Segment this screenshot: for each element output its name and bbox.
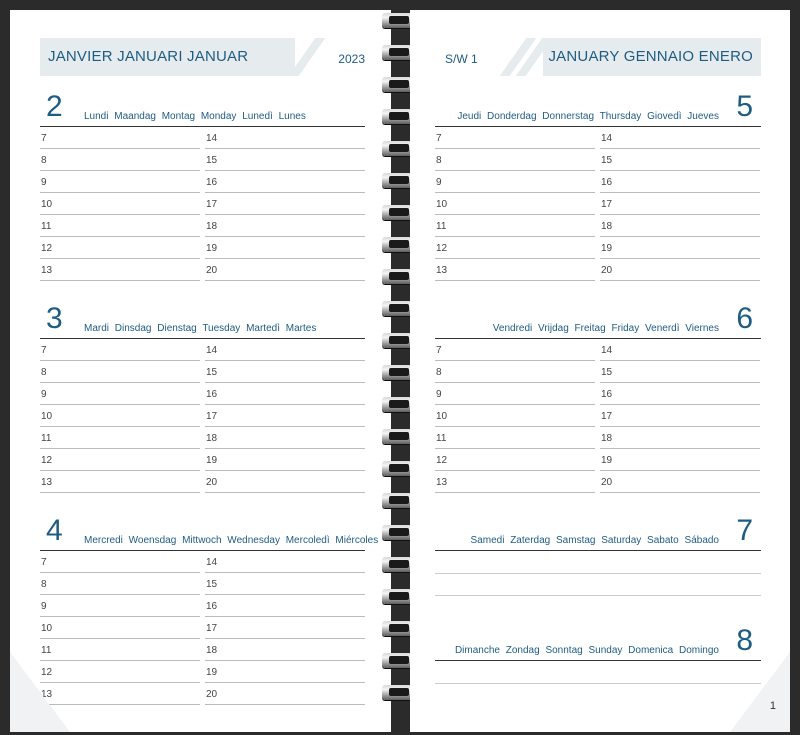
hours-afternoon [600, 127, 760, 281]
hour-row[interactable]: 16 [205, 171, 365, 193]
day-block[interactable] [40, 514, 379, 720]
hour-row[interactable]: 17 [600, 193, 760, 215]
day-number: 7 [736, 514, 753, 547]
hour-row[interactable]: 8 [435, 361, 595, 383]
hour-row[interactable]: 12 [40, 237, 200, 259]
hours-morning [435, 339, 595, 493]
day-number: 4 [46, 514, 63, 547]
hours-morning [40, 339, 200, 493]
hour-row[interactable]: 15 [205, 361, 365, 383]
day-name: Mardi Dinsdag Dienstag Tuesday Martedì Martes [84, 323, 317, 334]
hour-row[interactable]: 10 [40, 193, 200, 215]
hour-row[interactable]: 14 [205, 127, 365, 149]
hour-row[interactable]: 13 [40, 683, 200, 705]
hours-morning [435, 127, 595, 281]
hour-row[interactable]: 20 [205, 471, 365, 493]
hour-row[interactable]: 11 [40, 639, 200, 661]
hour-row[interactable]: 8 [40, 573, 200, 595]
hours-morning [40, 127, 200, 281]
hours-afternoon [205, 127, 365, 281]
day-block[interactable] [40, 90, 365, 296]
hour-row[interactable]: 12 [40, 449, 200, 471]
page-corner-fold [10, 652, 70, 732]
hour-row[interactable]: 12 [435, 237, 595, 259]
hour-row[interactable]: 19 [205, 237, 365, 259]
day-number: 5 [736, 90, 753, 123]
day-block[interactable] [435, 302, 761, 508]
page-corner-fold [730, 652, 790, 732]
writing-line[interactable] [435, 683, 761, 684]
year-label: 2023 [338, 52, 365, 66]
month-title: JANUARY GENNAIO ENERO [548, 48, 753, 65]
hour-row[interactable]: 15 [600, 361, 760, 383]
hour-row[interactable]: 11 [40, 215, 200, 237]
hour-row[interactable]: 13 [40, 259, 200, 281]
hour-row[interactable]: 10 [435, 193, 595, 215]
hour-row[interactable]: 9 [40, 383, 200, 405]
hour-row[interactable]: 8 [435, 149, 595, 171]
day-name: Vendredi Vrijdag Freitag Friday Venerdì Viernes [492, 323, 719, 334]
hour-row[interactable]: 11 [435, 215, 595, 237]
writing-line[interactable] [435, 595, 761, 596]
day-block[interactable] [40, 302, 365, 508]
day-name: Lundi Maandag Montag Monday Lunedì Lunes [84, 111, 306, 122]
left-header [40, 38, 365, 76]
hours-afternoon [205, 551, 365, 705]
hour-row[interactable]: 14 [600, 127, 760, 149]
hour-row[interactable]: 10 [40, 617, 200, 639]
hour-row[interactable]: 16 [600, 383, 760, 405]
month-title: JANVIER JANUARI JANUAR [48, 48, 249, 65]
day-name: Dimanche Zondag Sonntag Sunday Domenica Domingo [454, 645, 719, 656]
hour-row[interactable]: 12 [435, 449, 595, 471]
hour-row[interactable]: 13 [435, 259, 595, 281]
day-block[interactable] [435, 90, 761, 296]
hour-row[interactable]: 12 [40, 661, 200, 683]
hour-row[interactable]: 17 [205, 617, 365, 639]
hour-row[interactable]: 18 [600, 427, 760, 449]
day-rule [435, 550, 761, 551]
day-name: Jeudi Donderdag Donnerstag Thursday Giovedì Jueves [457, 111, 719, 122]
hour-row[interactable]: 16 [205, 383, 365, 405]
day-number: 8 [736, 624, 753, 657]
hour-row[interactable]: 14 [205, 551, 365, 573]
hour-row[interactable]: 14 [205, 339, 365, 361]
hour-row[interactable]: 17 [600, 405, 760, 427]
hour-row[interactable]: 11 [40, 427, 200, 449]
hour-row[interactable]: 20 [600, 471, 760, 493]
day-number: 2 [46, 90, 63, 123]
hour-row[interactable]: 9 [40, 595, 200, 617]
hour-row[interactable]: 7 [40, 551, 200, 573]
hour-row[interactable]: 7 [435, 339, 595, 361]
hour-row[interactable]: 15 [205, 149, 365, 171]
hour-row[interactable]: 15 [205, 573, 365, 595]
hour-row[interactable]: 19 [600, 237, 760, 259]
hour-row[interactable]: 20 [205, 683, 365, 705]
hour-row[interactable]: 13 [40, 471, 200, 493]
day-block[interactable] [435, 514, 761, 620]
hour-row[interactable]: 19 [205, 449, 365, 471]
hour-row[interactable]: 7 [40, 127, 200, 149]
hour-row[interactable]: 10 [40, 405, 200, 427]
hour-row[interactable]: 7 [435, 127, 595, 149]
hour-row[interactable]: 9 [435, 383, 595, 405]
day-name: Samedi Zaterdag Samstag Saturday Sabato Sábado [470, 535, 719, 546]
hour-row[interactable]: 18 [205, 639, 365, 661]
hour-row[interactable]: 17 [205, 193, 365, 215]
hour-row[interactable]: 11 [435, 427, 595, 449]
writing-line[interactable] [435, 573, 761, 574]
hours-afternoon [205, 339, 365, 493]
hour-row[interactable]: 20 [600, 259, 760, 281]
right-header [435, 38, 761, 76]
hour-row[interactable]: 10 [435, 405, 595, 427]
hour-row[interactable]: 18 [205, 215, 365, 237]
hour-row[interactable]: 9 [40, 171, 200, 193]
page-number: 1 [769, 700, 776, 712]
hour-row[interactable]: 16 [205, 595, 365, 617]
hour-row[interactable]: 15 [600, 149, 760, 171]
hour-row[interactable]: 19 [600, 449, 760, 471]
day-block[interactable] [435, 624, 761, 710]
hour-row[interactable]: 8 [40, 149, 200, 171]
hour-row[interactable]: 18 [205, 427, 365, 449]
hour-row[interactable]: 9 [435, 171, 595, 193]
week-label: S/W 1 [445, 52, 478, 66]
day-name: Mercredi Woensdag Mittwoch Wednesday Mercoledì Miércoles [84, 535, 379, 546]
hour-row[interactable]: 17 [205, 405, 365, 427]
hour-row[interactable]: 8 [40, 361, 200, 383]
left-page [10, 10, 391, 732]
day-number: 3 [46, 302, 63, 335]
day-rule [435, 660, 761, 661]
right-page [410, 10, 790, 732]
day-number: 6 [736, 302, 753, 335]
hours-afternoon [600, 339, 760, 493]
hour-row[interactable]: 19 [205, 661, 365, 683]
hour-row[interactable]: 20 [205, 259, 365, 281]
hour-row[interactable]: 18 [600, 215, 760, 237]
hour-row[interactable]: 13 [435, 471, 595, 493]
hour-row[interactable]: 16 [600, 171, 760, 193]
hour-row[interactable]: 14 [600, 339, 760, 361]
hour-row[interactable]: 7 [40, 339, 200, 361]
